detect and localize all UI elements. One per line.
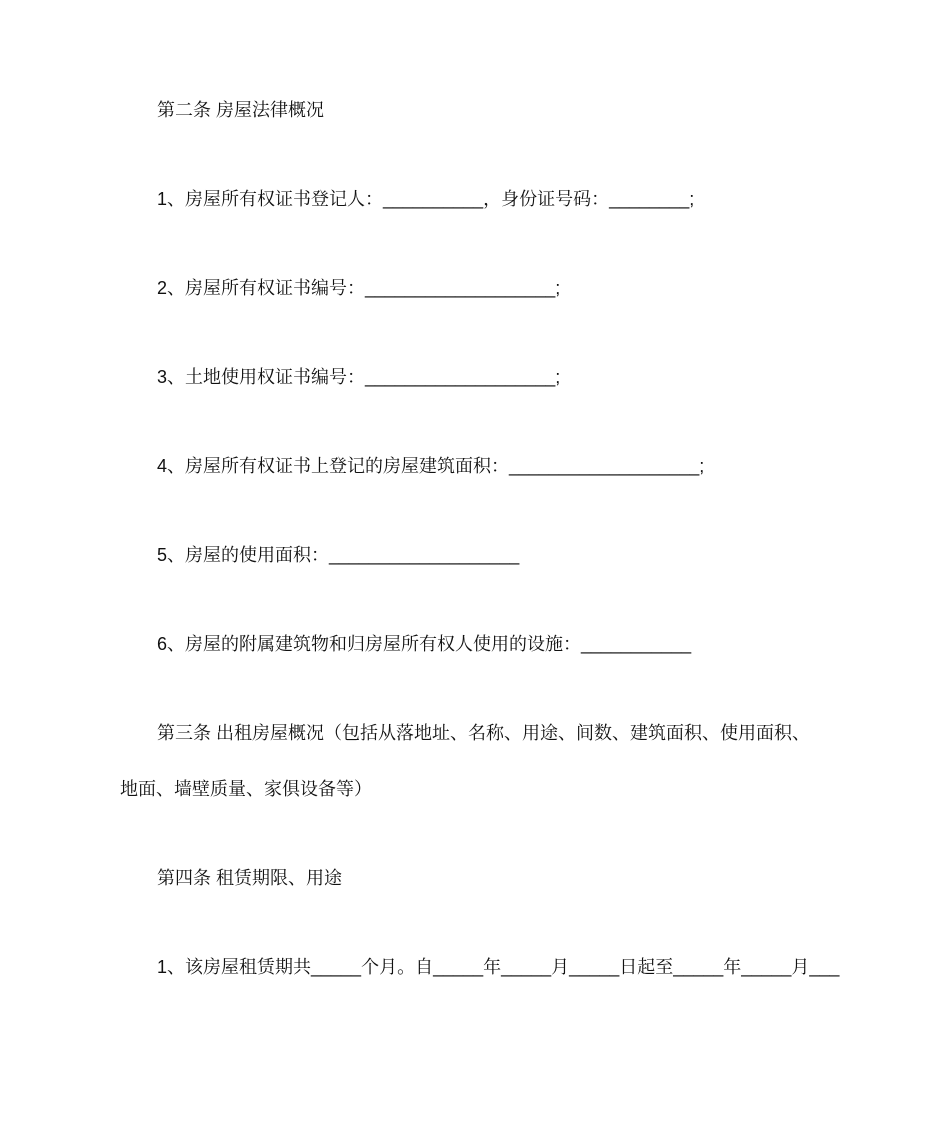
article-2-item-2-text: 2、房屋所有权证书编号：___________________; [157,278,561,298]
article-2-item-1-text: 1、房屋所有权证书登记人：__________，身份证号码：________; [157,189,695,209]
article-2-item-2 [0,260,950,316]
article-4-heading-text: 第四条 租赁期限、用途 [157,868,342,888]
article-2-item-6-text: 6、房屋的附属建筑物和归房屋所有权人使用的设施：___________ [157,634,692,654]
article-2-item-3 [0,349,950,405]
article-2-heading [0,82,950,138]
article-4-item-1-text: 1、该房屋租赁期共_____个月。自_____年_____月_____日起至_____年_____月___ [157,957,840,977]
article-4-item-1 [0,939,950,995]
article-2-item-4-text: 4、房屋所有权证书上登记的房屋建筑面积：___________________; [157,456,705,476]
article-2-item-3-text: 3、土地使用权证书编号：___________________; [157,367,561,387]
article-2-item-4 [0,438,950,494]
article-2-heading-text: 第二条 房屋法律概况 [157,100,325,120]
article-3-line-2: 地面、墙壁质量、家俱设备等） [120,779,372,799]
article-2-item-6 [0,616,950,672]
article-2-item-5-text: 5、房屋的使用面积：___________________ [157,545,520,565]
article-4-heading [0,850,950,906]
article-2-item-5 [0,527,950,583]
article-2-item-1 [0,171,950,227]
article-3-line-1: 第三条 出租房屋概况（包括从落地址、名称、用途、间数、建筑面积、使用面积、 [157,723,810,743]
article-3-paragraph [0,705,950,817]
